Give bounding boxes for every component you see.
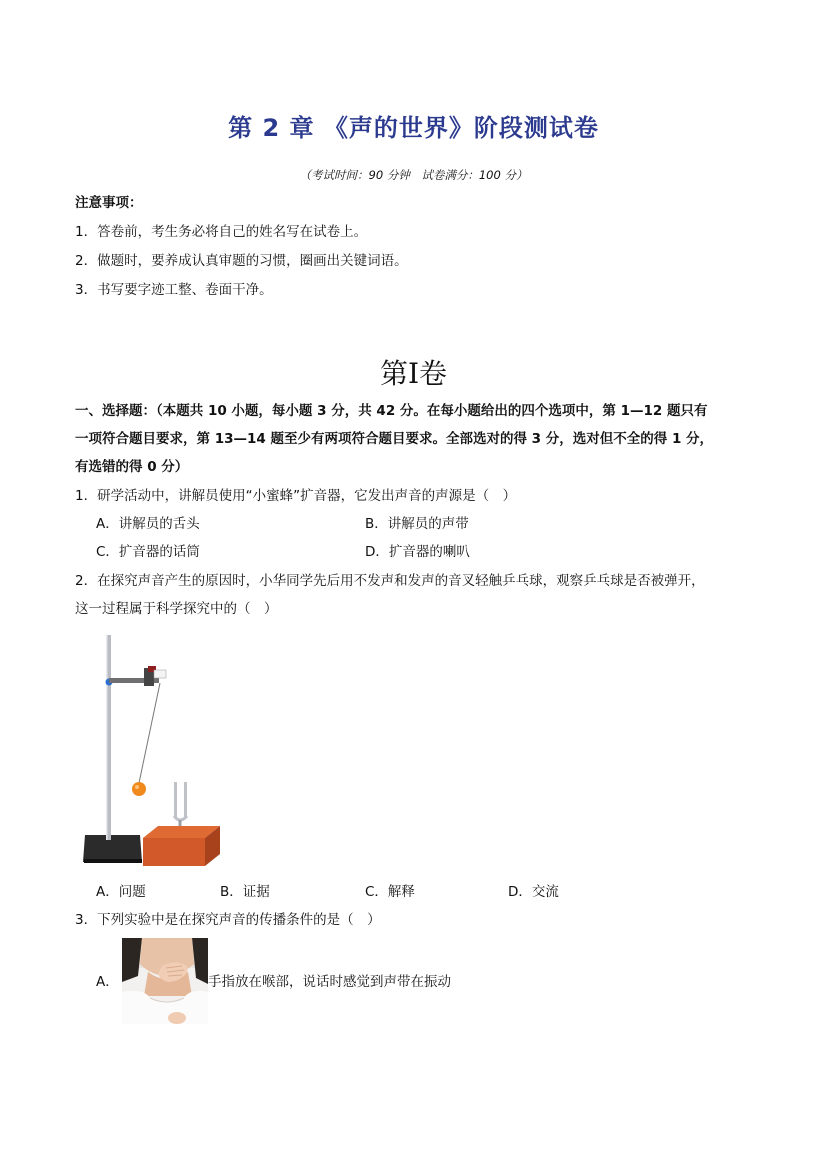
notes-heading: 注意事项： — [75, 195, 143, 211]
section-instructions: 一、选择题：（本题共 10 小题，每小题 3 分，共 42 分。在每小题给出的四个选项中，第 1—12 题只有 — [75, 403, 708, 419]
option-c: C．扩音器的话筒 — [96, 544, 200, 560]
throat-photo-image — [122, 938, 208, 1024]
option-d: D．交流 — [508, 884, 559, 900]
section-instructions: 有选错的得 0 分） — [75, 459, 189, 475]
option-d: D．扩音器的喇叭 — [365, 544, 470, 560]
option-a-text: 手指放在喉部，说话时感觉到声带在振动 — [208, 974, 451, 990]
note-item: 1．答卷前，考生务必将自己的姓名写在试卷上。 — [75, 224, 368, 240]
note-item: 3．书写要字迹工整、卷面干净。 — [75, 282, 273, 298]
question-stem: 3．下列实验中是在探究声音的传播条件的是（ ） — [75, 912, 381, 928]
section-instructions: 一项符合题目要求，第 13—14 题至少有两项符合题目要求。全部选对的得 3 分，选对但不全的得 1 分， — [75, 431, 714, 447]
option-b: B．证据 — [220, 884, 270, 900]
question-stem: 2．在探究声音产生的原因时，小华同学先后用不发声和发声的音叉轻触乒乓球，观察乒乓球是否被弹开， — [75, 573, 705, 589]
option-a: A．讲解员的舌头 — [96, 516, 200, 532]
option-a: A．问题 — [96, 884, 146, 900]
option-c: C．解释 — [365, 884, 415, 900]
question-stem: 1．研学活动中，讲解员使用“小蜜蜂”扩音器，它发出声音的声源是（ ） — [75, 488, 517, 504]
section-title: 第Ⅰ卷 — [379, 357, 448, 390]
tuning-fork-experiment-image — [80, 630, 220, 870]
exam-info: （考试时间：90 分钟 试卷满分：100 分） — [299, 168, 528, 182]
option-a: A． — [96, 974, 119, 990]
note-item: 2．做题时，要养成认真审题的习惯，圈画出关键词语。 — [75, 253, 408, 269]
option-b: B．讲解员的声带 — [365, 516, 469, 532]
question-stem: 这一过程属于科学探究中的（ ） — [75, 601, 278, 617]
page-title: 第 2 章 《声的世界》阶段测试卷 — [228, 114, 599, 142]
